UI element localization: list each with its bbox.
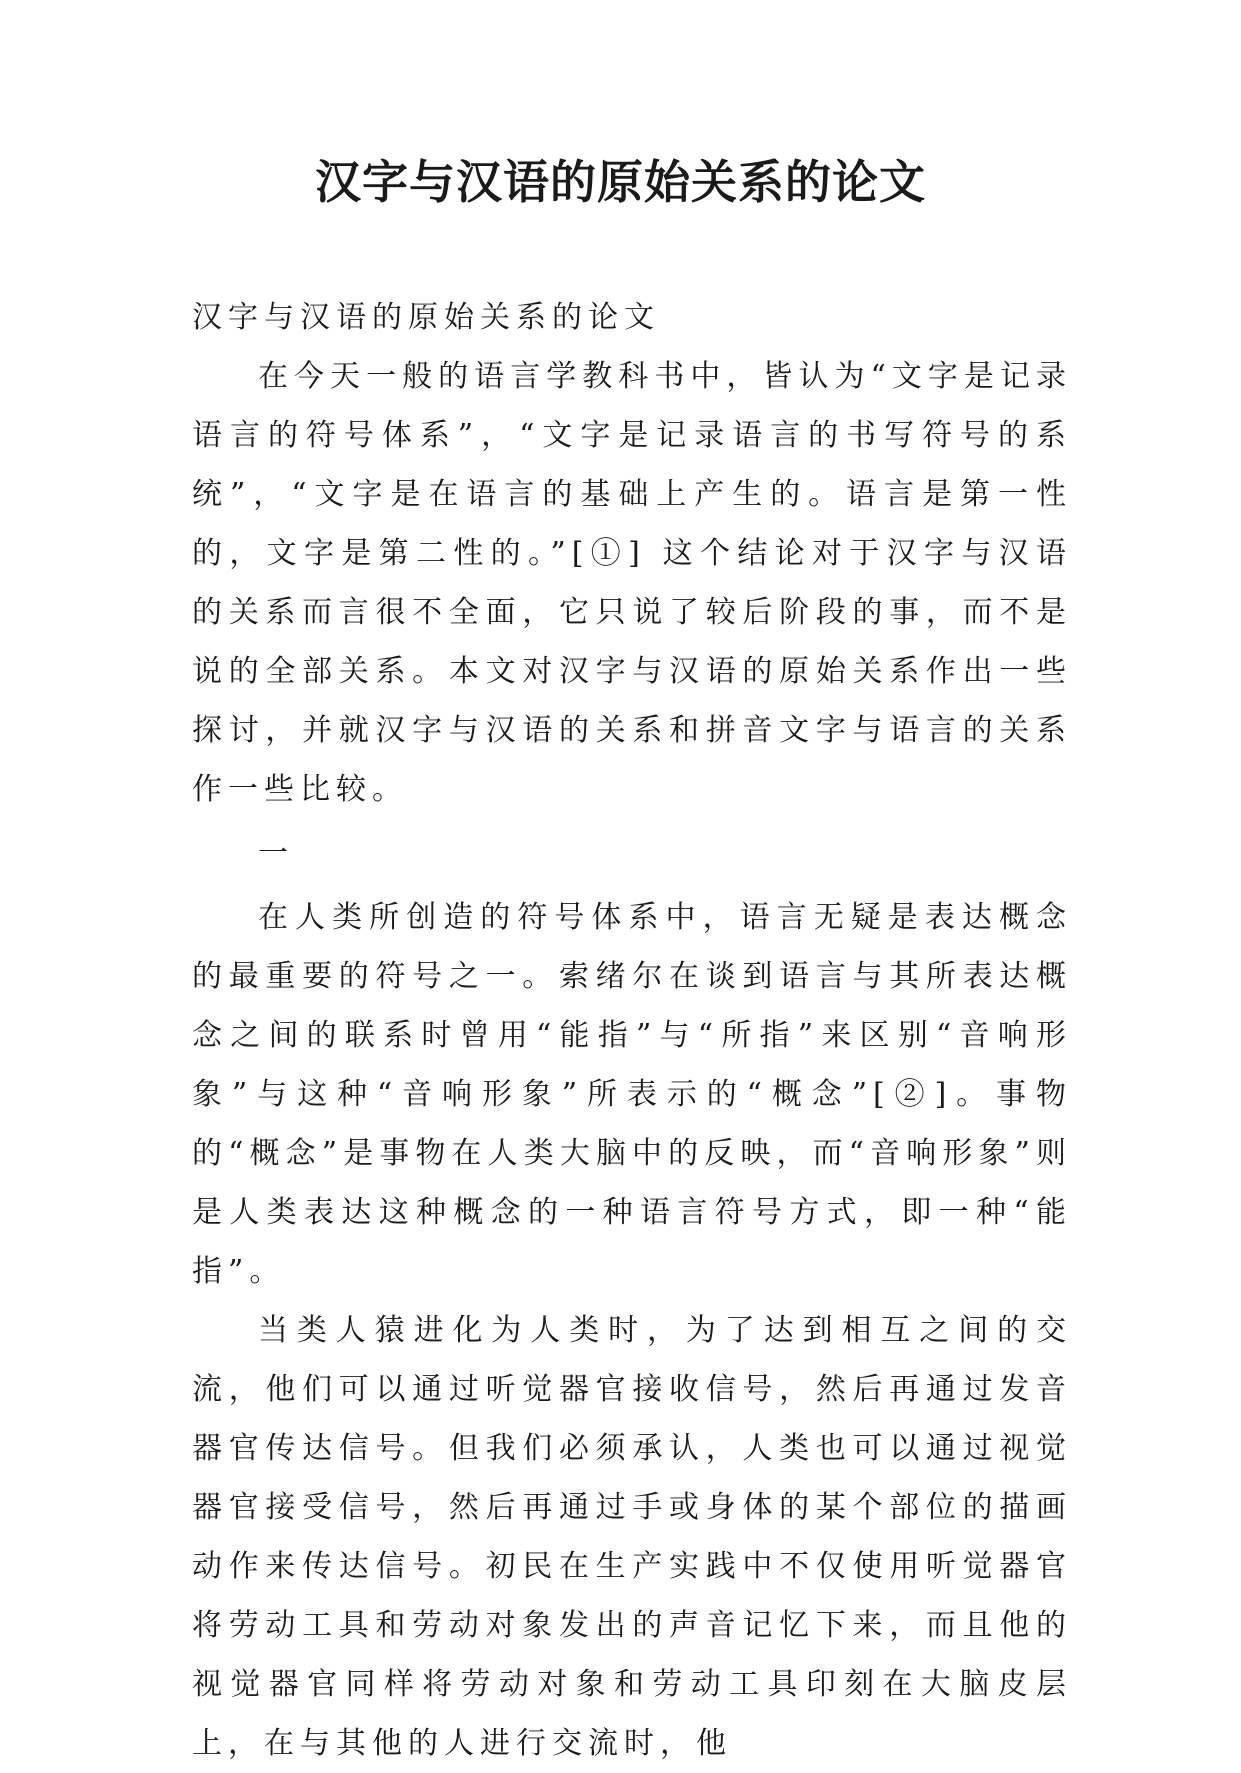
paragraph-language-signs: 在人类所创造的符号体系中，语言无疑是表达概念的最重要的符号之一。索绪尔在谈到语言与其所表达概念之间的联系时曾用“能指”与“所指”来区别“音响形象”与这种“音响形象”所表示的“概念”[②]。事物的“概念”是事物在人类大脑中的反映，而“音响形象”则是人类表达这种概念的一种语言符号方式，即一种“能指”。: [192, 900, 1072, 1289]
document-title: 汉字与汉语的原始关系的论文: [315, 155, 926, 209]
document-body: [192, 288, 1072, 1773]
paragraph-intro: 在今天一般的语言学教科书中，皆认为“文字是记录语言的符号体系”，“文字是记录语言的书写符号的系统”，“文字是在语言的基础上产生的。语言是第一性的，文字是第二性的。”[①] 这个结论对于汉字与汉语的关系而言很不全面，它只说了较后阶段的事，而不是说的全部关系。本文对汉字与汉语的原始关系作出一些探讨，并就汉字与汉语的关系和拼音文字与语言的关系作一些比较。: [192, 359, 1072, 807]
section-number: 一: [258, 836, 294, 871]
document-subtitle: 汉字与汉语的原始关系的论文: [192, 300, 660, 335]
paragraph-human-evolution: 当类人猿进化为人类时，为了达到相互之间的交流，他们可以通过听觉器官接收信号，然后再通过发音器官传达信号。但我们必须承认，人类也可以通过视觉器官接受信号，然后再通过手或身体的某个部位的描画动作来传达信号。初民在生产实践中不仅使用听觉器官将劳动工具和劳动对象发出的声音记忆下来，而且他的视觉器官同样将劳动对象和劳动工具印刻在大脑皮层上，在与其他的人进行交流时，他: [192, 1313, 1072, 1761]
